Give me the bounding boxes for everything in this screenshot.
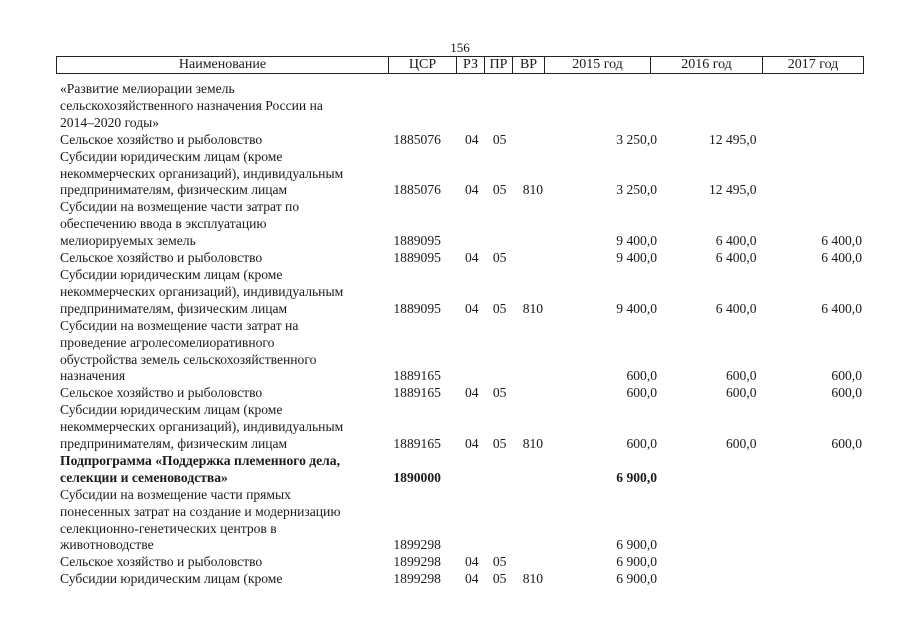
row-name-line: некоммерческих организаций), индивидуальным [60,419,344,435]
row-name-line: Субсидии юридическим лицам (кроме [60,571,283,587]
row-2015: 600,0 [626,368,658,384]
row-2016: 6 400,0 [715,233,757,249]
row-name-line: Субсидии юридическим лицам (кроме [60,266,283,282]
row-2015: 9 400,0 [616,250,658,266]
table-row [60,318,862,386]
row-rz: 04 [464,182,479,198]
table-row [60,402,862,453]
row-name [60,554,393,571]
row-rz: 04 [464,250,479,266]
page-number: 156 [450,40,470,55]
row-name-line: мелиорируемых земель [60,233,196,249]
row-2015: 600,0 [626,385,658,401]
row-name [60,132,393,149]
row-2017: 600,0 [831,368,862,384]
row-name-line: предпринимателям, физическим лицам [60,182,288,198]
header-vr: ВР [513,57,545,73]
row-csr: 1899298 [393,554,441,570]
row-rz: 04 [464,571,479,587]
row-name [60,81,393,132]
row-csr: 1889095 [393,300,441,316]
table-row [60,554,862,571]
row-name-line: предпринимателям, физическим лицам [60,300,288,316]
row-name-line: Субсидии юридическим лицам (кроме [60,402,283,418]
row-rz: 04 [464,131,479,147]
row-name-line: назначения [60,368,126,384]
row-rz: 04 [464,300,479,316]
row-2017: 6 400,0 [821,233,862,249]
header-pr: ПР [485,57,513,73]
row-csr: 1899298 [393,571,441,587]
row-pr: 05 [492,131,507,147]
table-row [60,385,862,402]
row-name-line: проведение агролесомелиоративного [60,334,275,350]
row-name-line: Субсидии на возмещение части затрат на [60,317,299,333]
header-2015: 2015 год [545,57,651,73]
row-name-line: 2014–2020 годы» [60,114,160,130]
row-name [60,318,393,386]
row-name-line: животноводстве [60,537,154,553]
row-name-line: Субсидии на возмещение части затрат по [60,199,300,215]
row-2016: 600,0 [725,368,757,384]
row-2017: 6 400,0 [821,250,862,266]
row-name-line: Субсидии на возмещение части прямых [60,486,291,502]
row-2015: 6 900,0 [616,571,658,587]
row-vr: 810 [522,436,544,452]
header-rz: РЗ [457,57,485,73]
row-name-line: Подпрограмма «Поддержка племенного дела, [60,452,341,468]
table-row [60,453,862,487]
row-csr: 1889165 [393,436,441,452]
row-rz: 04 [464,385,479,401]
row-2016: 600,0 [725,385,757,401]
row-name [60,487,393,555]
header-2016: 2016 год [651,57,763,73]
row-name [60,250,393,267]
row-name [60,453,393,487]
table-header [56,56,864,74]
row-name [60,149,393,200]
row-name-line: «Развитие мелиорации земель [60,81,235,96]
row-name-line: некоммерческих организаций), индивидуальным [60,283,344,299]
row-name-line: некоммерческих организаций), индивидуальным [60,165,344,181]
row-2015: 3 250,0 [616,131,658,147]
table-row [60,199,862,250]
row-name-line: обеспечению ввода в эксплуатацию [60,216,267,232]
row-pr: 05 [492,182,507,198]
table-body [60,81,862,588]
row-2015: 9 400,0 [616,233,658,249]
row-csr: 1885076 [393,131,441,147]
row-2015: 6 900,0 [616,537,658,553]
table-row [60,149,862,200]
row-name-line: Сельское хозяйство и рыболовство [60,131,263,147]
header-csr: ЦСР [389,57,457,73]
header-2017: 2017 год [787,57,839,72]
row-name [60,385,393,402]
table-row [60,571,862,588]
row-name-line: обустройства земель сельскохозяйственного [60,351,317,367]
row-2016: 6 400,0 [715,300,757,316]
row-name [60,199,393,250]
row-2015: 6 900,0 [616,554,658,570]
row-2017: 600,0 [831,385,862,401]
row-csr: 1885076 [393,182,441,198]
row-name [60,571,393,588]
row-name-line: Субсидии юридическим лицам (кроме [60,148,283,164]
row-pr: 05 [492,436,507,452]
row-csr: 1890000 [393,469,441,485]
row-csr: 1889095 [393,250,441,266]
row-name-line: сельскохозяйственного назначения России на [60,97,323,113]
row-2015: 9 400,0 [616,300,658,316]
row-csr: 1889165 [393,385,441,401]
row-pr: 05 [492,250,507,266]
row-2016: 12 495,0 [708,182,757,198]
row-name-line: предпринимателям, физическим лицам [60,436,288,452]
table-row [60,81,862,132]
row-name-line: Сельское хозяйство и рыболовство [60,250,263,266]
row-name-line: Сельское хозяйство и рыболовство [60,554,263,570]
row-2015: 6 900,0 [616,469,658,485]
row-pr: 05 [492,300,507,316]
table-row [60,132,862,149]
row-2016: 600,0 [725,436,757,452]
row-pr: 05 [492,571,507,587]
row-csr: 1889165 [393,368,441,384]
table-row [60,487,862,555]
row-rz: 04 [464,554,479,570]
row-name-line: понесенных затрат на создание и модернизацию [60,503,341,519]
row-name-line: селекции и семеноводства» [60,469,228,485]
row-name-line: селекционно-генетических центров в [60,520,277,536]
row-name [60,402,393,453]
row-2015: 600,0 [626,436,658,452]
row-pr: 05 [492,385,507,401]
row-csr: 1899298 [393,537,441,553]
row-vr: 810 [522,571,544,587]
row-rz: 04 [464,436,479,452]
row-pr: 05 [492,554,507,570]
row-name-line: Сельское хозяйство и рыболовство [60,385,263,401]
table-row [60,250,862,267]
row-2016: 6 400,0 [715,250,757,266]
row-2017: 6 400,0 [821,300,862,316]
row-2017: 600,0 [831,436,862,452]
row-vr: 810 [522,300,544,316]
row-csr: 1889095 [393,233,441,249]
row-2015: 3 250,0 [616,182,658,198]
table-row [60,267,862,318]
header-name: Наименование [57,57,389,73]
row-2016: 12 495,0 [708,131,757,147]
row-vr: 810 [522,182,544,198]
row-name [60,267,393,318]
